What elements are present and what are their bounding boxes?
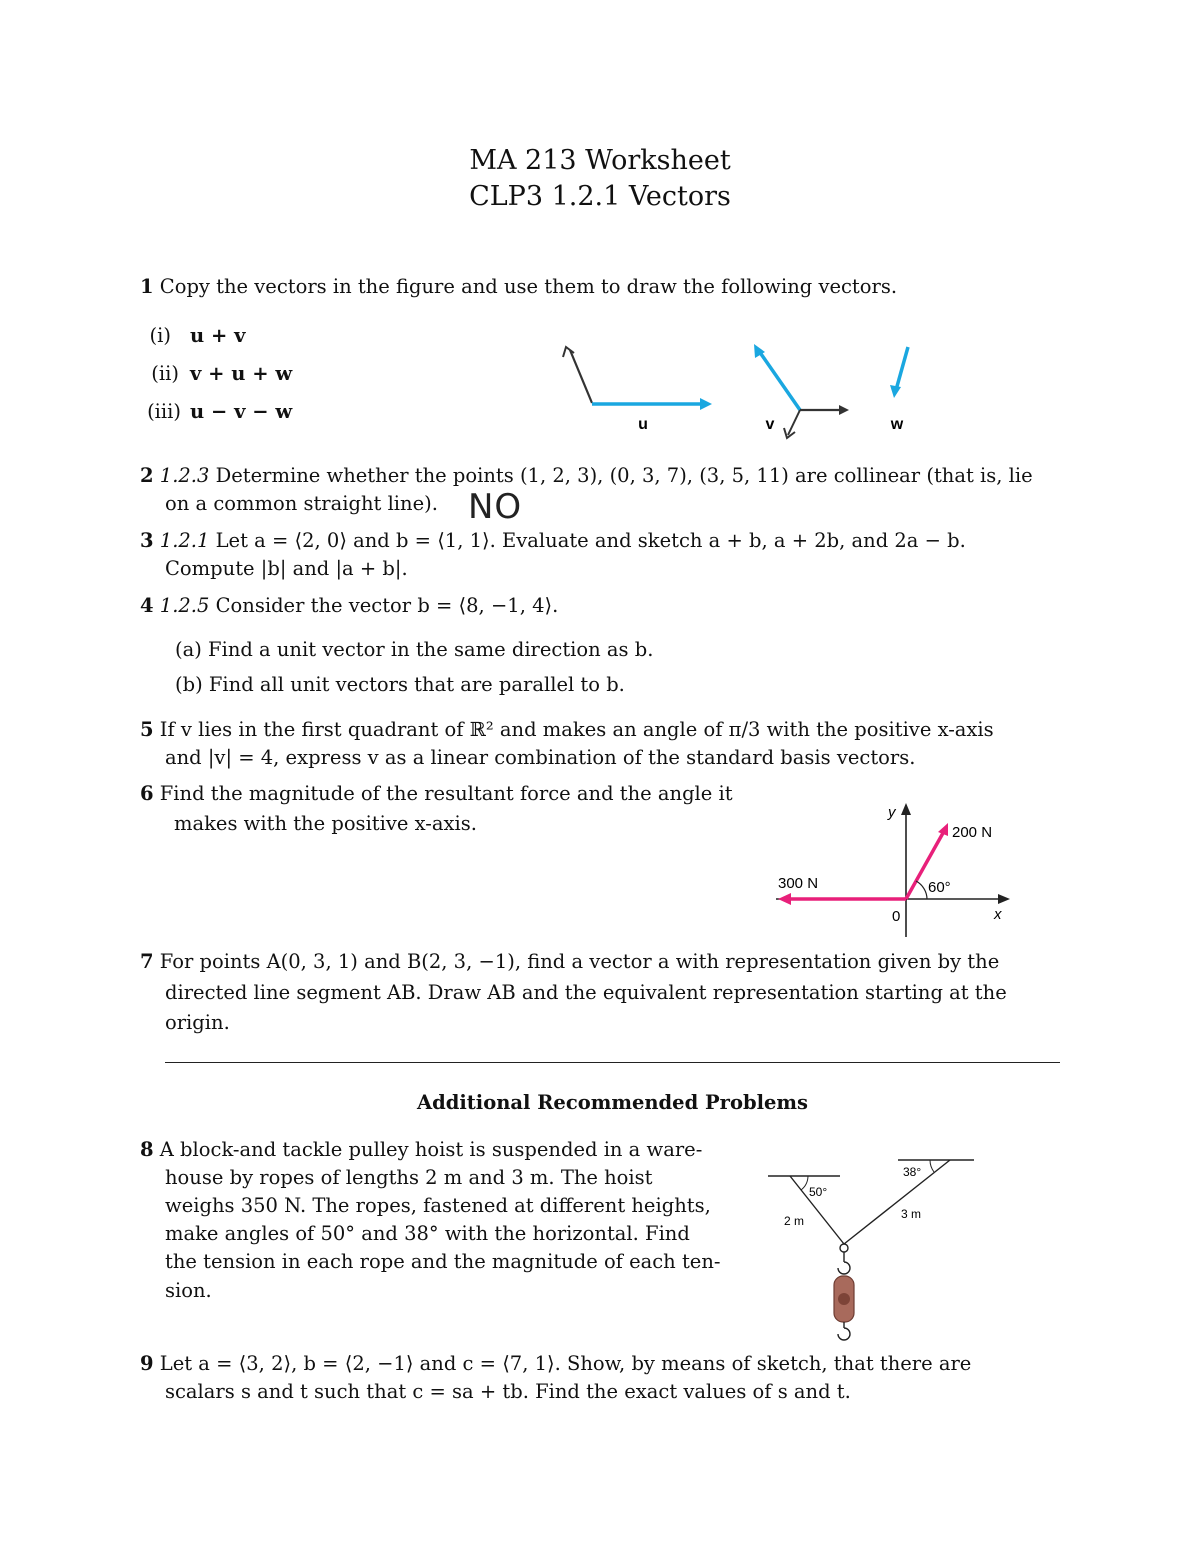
- handwritten-answer: NO: [468, 487, 523, 527]
- question-number: 4: [140, 594, 154, 617]
- vector-w-diagram: [890, 347, 908, 398]
- question-8: [140, 1136, 702, 1164]
- pulley-hoist: [834, 1244, 854, 1340]
- question-4: [140, 592, 558, 620]
- question-text-continued: the tension in each rope and the magnitude of each ten-: [165, 1250, 721, 1273]
- question-6: [140, 780, 733, 808]
- item-label: (iii): [147, 400, 181, 423]
- worksheet-subtitle: CLP3 1.2.1 Vectors: [469, 181, 731, 212]
- part-label: (b): [175, 673, 203, 696]
- worksheet-title: MA 213 Worksheet: [469, 145, 731, 176]
- question-text-continued: scalars s and t such that c = sa + tb. Find the exact values of s and t.: [165, 1380, 851, 1403]
- question-number: 6: [140, 782, 154, 805]
- question-text: For points A(0, 3, 1) and B(2, 3, −1), find a vector a with representation given by the: [159, 950, 1000, 973]
- question-number: 7: [140, 950, 154, 973]
- left-rope-label: 2 m: [784, 1214, 805, 1228]
- textbook-reference: 1.2.3: [159, 464, 210, 487]
- part-a: [175, 636, 653, 664]
- origin-label: 0: [892, 908, 901, 925]
- question-text-continued: make angles of 50° and 38° with the horizontal. Find: [165, 1222, 690, 1245]
- right-angle-label: 38°: [903, 1165, 922, 1179]
- question-number: 8: [140, 1138, 154, 1161]
- question-text-continued: and |v| = 4, express v as a linear combination of the standard basis vectors.: [165, 746, 916, 769]
- item-expression: u + v: [190, 324, 246, 347]
- part-b: [175, 671, 625, 699]
- y-axis-label: y: [888, 804, 896, 821]
- part-label: (a): [175, 638, 202, 661]
- question-text: Consider the vector b = ⟨8, −1, 4⟩.: [215, 594, 559, 617]
- question-text-continued: weighs 350 N. The ropes, fastened at different heights,: [165, 1194, 711, 1217]
- force-200n-label: 200 N: [952, 824, 993, 841]
- question-text: Find the magnitude of the resultant force and the angle it: [159, 782, 733, 805]
- left-angle-label: 50°: [809, 1185, 828, 1199]
- x-axis-label: x: [994, 906, 1002, 923]
- question-text: Determine whether the points (1, 2, 3), (0, 3, 7), (3, 5, 11) are collinear (that is, lie: [215, 464, 1033, 487]
- part-text: Find all unit vectors that are parallel to b.: [208, 673, 625, 696]
- question-number: 5: [140, 718, 154, 741]
- question-text: A block-and tackle pulley hoist is suspended in a ware-: [159, 1138, 703, 1161]
- question-9: [140, 1350, 971, 1378]
- question-2: [140, 462, 1033, 490]
- vector-u-diagram: [563, 347, 712, 410]
- question-3: [140, 527, 966, 555]
- question-number: 1: [140, 275, 154, 298]
- force-300n-label: 300 N: [778, 875, 819, 892]
- question-text: Copy the vectors in the figure and use them to draw the following vectors.: [159, 275, 898, 298]
- question-7: [140, 948, 999, 976]
- question-text: Let a = ⟨3, 2⟩, b = ⟨2, −1⟩ and c = ⟨7, 1⟩. Show, by means of sketch, that there are: [159, 1352, 972, 1375]
- force-diagram: [770, 795, 1020, 945]
- angle-label: 60°: [928, 879, 951, 896]
- question-text: Let a = ⟨2, 0⟩ and b = ⟨1, 1⟩. Evaluate and sketch a + b, a + 2b, and 2a − b.: [215, 529, 966, 552]
- item-expression: v + u + w: [190, 362, 293, 385]
- question-text-continued: directed line segment AB. Draw AB and the equivalent representation starting at the: [165, 981, 1007, 1004]
- question-number: 2: [140, 464, 154, 487]
- question-text-continued: origin.: [165, 1011, 230, 1034]
- question-text-continued: house by ropes of lengths 2 m and 3 m. The hoist: [165, 1166, 653, 1189]
- angle-arc: [916, 881, 927, 899]
- label-u: u: [638, 416, 648, 433]
- question-text-continued: sion.: [165, 1279, 212, 1302]
- right-rope: [844, 1160, 950, 1244]
- right-rope-label: 3 m: [901, 1207, 922, 1221]
- question-number: 3: [140, 529, 154, 552]
- question-text-continued: Compute |b| and |a + b|.: [165, 557, 408, 580]
- part-text: Find a unit vector in the same direction as b.: [208, 638, 654, 661]
- textbook-reference: 1.2.5: [159, 594, 210, 617]
- question-text: If v lies in the first quadrant of ℝ² and makes an angle of π/3 with the positive x-axis: [159, 718, 994, 741]
- section-title: Additional Recommended Problems: [416, 1091, 809, 1114]
- question-text-continued: on a common straight line).: [165, 492, 438, 515]
- item-label: (ii): [151, 362, 179, 385]
- left-angle-arc: [801, 1176, 808, 1190]
- question-5: [140, 716, 994, 744]
- question-text-continued: makes with the positive x-axis.: [174, 812, 477, 835]
- vectors-figure: [540, 335, 940, 445]
- section-divider: [165, 1062, 1060, 1063]
- item-expression: u − v − w: [190, 400, 293, 423]
- pulley-diagram: [760, 1150, 985, 1350]
- label-w: w: [890, 416, 904, 433]
- right-angle-arc: [930, 1160, 934, 1172]
- textbook-reference: 1.2.1: [159, 529, 210, 552]
- question-1: [140, 273, 897, 301]
- label-v: v: [765, 416, 775, 433]
- question-number: 9: [140, 1352, 154, 1375]
- item-label: (i): [149, 324, 171, 347]
